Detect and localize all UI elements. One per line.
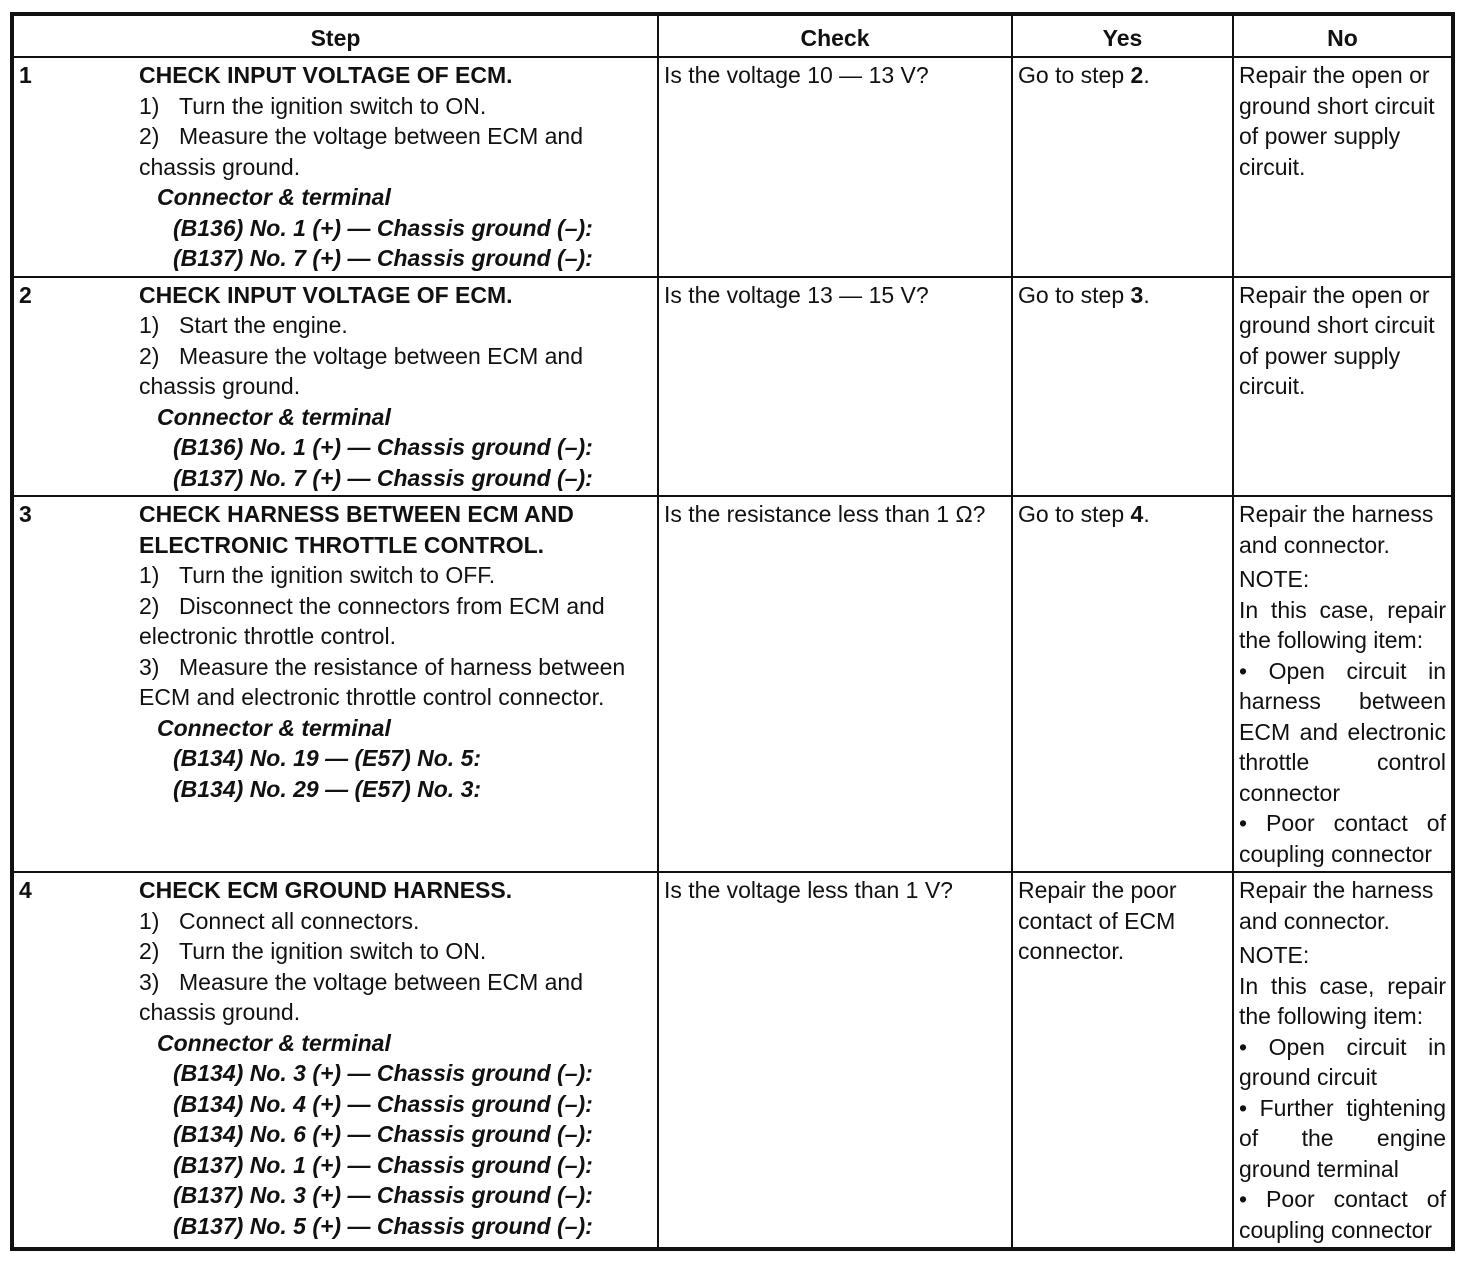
connector-terminal: (B134) No. 6 (+) — Chassis ground (–): xyxy=(173,1121,593,1147)
step-title: CHECK HARNESS BETWEEN ECM AND ELECTRONIC THROTTLE CONTROL. xyxy=(139,501,574,558)
yes-cell: Repair the poor contact of ECM connector. xyxy=(1012,872,1233,1249)
yes-cell: Go to step 3. xyxy=(1012,277,1233,497)
connector-heading: Connector & terminal xyxy=(157,403,391,430)
connector-heading: Connector & terminal xyxy=(157,184,391,210)
step-cell xyxy=(12,57,658,277)
connector-terminal: (B137) No. 1 (+) — Chassis ground (–): xyxy=(173,1151,593,1178)
instruction: 3) Measure the voltage between ECM and chassis ground. xyxy=(139,968,584,1025)
connector-heading: Connector & terminal xyxy=(157,1029,391,1056)
step-title: CHECK INPUT VOLTAGE OF ECM. xyxy=(139,281,513,308)
step-cell xyxy=(12,496,658,872)
connector-terminal: (B134) No. 19 — (E57) No. 5: xyxy=(173,745,482,771)
no-cell: Repair the open or ground short circuit of power supply circuit. xyxy=(1233,277,1453,497)
table-row xyxy=(12,57,1453,277)
yes-cell: Go to step 2. xyxy=(1012,57,1233,277)
check-cell: Is the resistance less than 1 Ω? xyxy=(658,496,1012,872)
instruction: 1) Connect all connectors. xyxy=(139,907,420,934)
instruction: 2) Disconnect the connectors from ECM and electronic throttle control. xyxy=(139,592,605,649)
connector-terminal: (B137) No. 7 (+) — Chassis ground (–): xyxy=(173,245,593,271)
no-cell: Repair the harness and connector. NOTE: In this case, repair the following item: • Open circuit in harness between ECM and electronic throttle control connector • Poor contact of coupling connector xyxy=(1233,496,1453,872)
diagnostic-table xyxy=(10,12,1455,1251)
connector-terminal: (B136) No. 1 (+) — Chassis ground (–): xyxy=(173,214,593,241)
connector-terminal: (B134) No. 4 (+) — Chassis ground (–): xyxy=(173,1090,593,1117)
step-title: CHECK INPUT VOLTAGE OF ECM. xyxy=(139,62,513,88)
table-row xyxy=(12,872,1453,1249)
instruction: 2) Measure the voltage between ECM and chassis ground. xyxy=(139,123,584,180)
check-cell: Is the voltage 10 — 13 V? xyxy=(658,57,1012,277)
instruction: 1) Turn the ignition switch to ON. xyxy=(139,92,487,119)
header-check: Check xyxy=(658,14,1012,57)
connector-terminal: (B137) No. 5 (+) — Chassis ground (–): xyxy=(173,1212,593,1239)
no-cell: Repair the harness and connector. NOTE: In this case, repair the following item: • Open circuit in ground circuit • Further tightening of the engine ground terminal • Poor contact of coupling connector xyxy=(1233,872,1453,1249)
step-title: CHECK ECM GROUND HARNESS. xyxy=(139,877,513,903)
connector-terminal: (B137) No. 7 (+) — Chassis ground (–): xyxy=(173,464,593,491)
note-label: NOTE: xyxy=(1239,942,1310,968)
instruction: 2) Measure the voltage between ECM and chassis ground. xyxy=(139,342,584,399)
check-cell: Is the voltage less than 1 V? xyxy=(658,872,1012,1249)
connector-terminal: (B137) No. 3 (+) — Chassis ground (–): xyxy=(173,1182,593,1208)
note-label: NOTE: xyxy=(1239,566,1310,592)
header-step: Step xyxy=(12,14,658,57)
check-cell: Is the voltage 13 — 15 V? xyxy=(658,277,1012,497)
connector-terminal: (B134) No. 29 — (E57) No. 3: xyxy=(173,775,482,802)
header-no: No xyxy=(1233,14,1453,57)
yes-cell: Go to step 4. xyxy=(1012,496,1233,872)
instruction: 3) Measure the resistance of harness between ECM and electronic throttle control connector. xyxy=(139,653,626,710)
table-row xyxy=(12,277,1453,497)
no-cell: Repair the open or ground short circuit of power supply circuit. xyxy=(1233,57,1453,277)
step-number: 1 xyxy=(19,62,32,88)
step-number: 4 xyxy=(19,877,32,903)
instruction: 1) Start the engine. xyxy=(139,312,348,338)
step-number: 2 xyxy=(19,281,32,308)
header-yes: Yes xyxy=(1012,14,1233,57)
step-cell xyxy=(12,277,658,497)
instruction: 2) Turn the ignition switch to ON. xyxy=(139,938,487,964)
instruction: 1) Turn the ignition switch to OFF. xyxy=(139,562,496,588)
header-row xyxy=(12,14,1453,57)
connector-terminal: (B134) No. 3 (+) — Chassis ground (–): xyxy=(173,1060,593,1086)
connector-terminal: (B136) No. 1 (+) — Chassis ground (–): xyxy=(173,434,593,460)
table-row xyxy=(12,496,1453,872)
step-cell xyxy=(12,872,658,1249)
step-number: 3 xyxy=(19,501,32,527)
connector-heading: Connector & terminal xyxy=(157,714,391,741)
